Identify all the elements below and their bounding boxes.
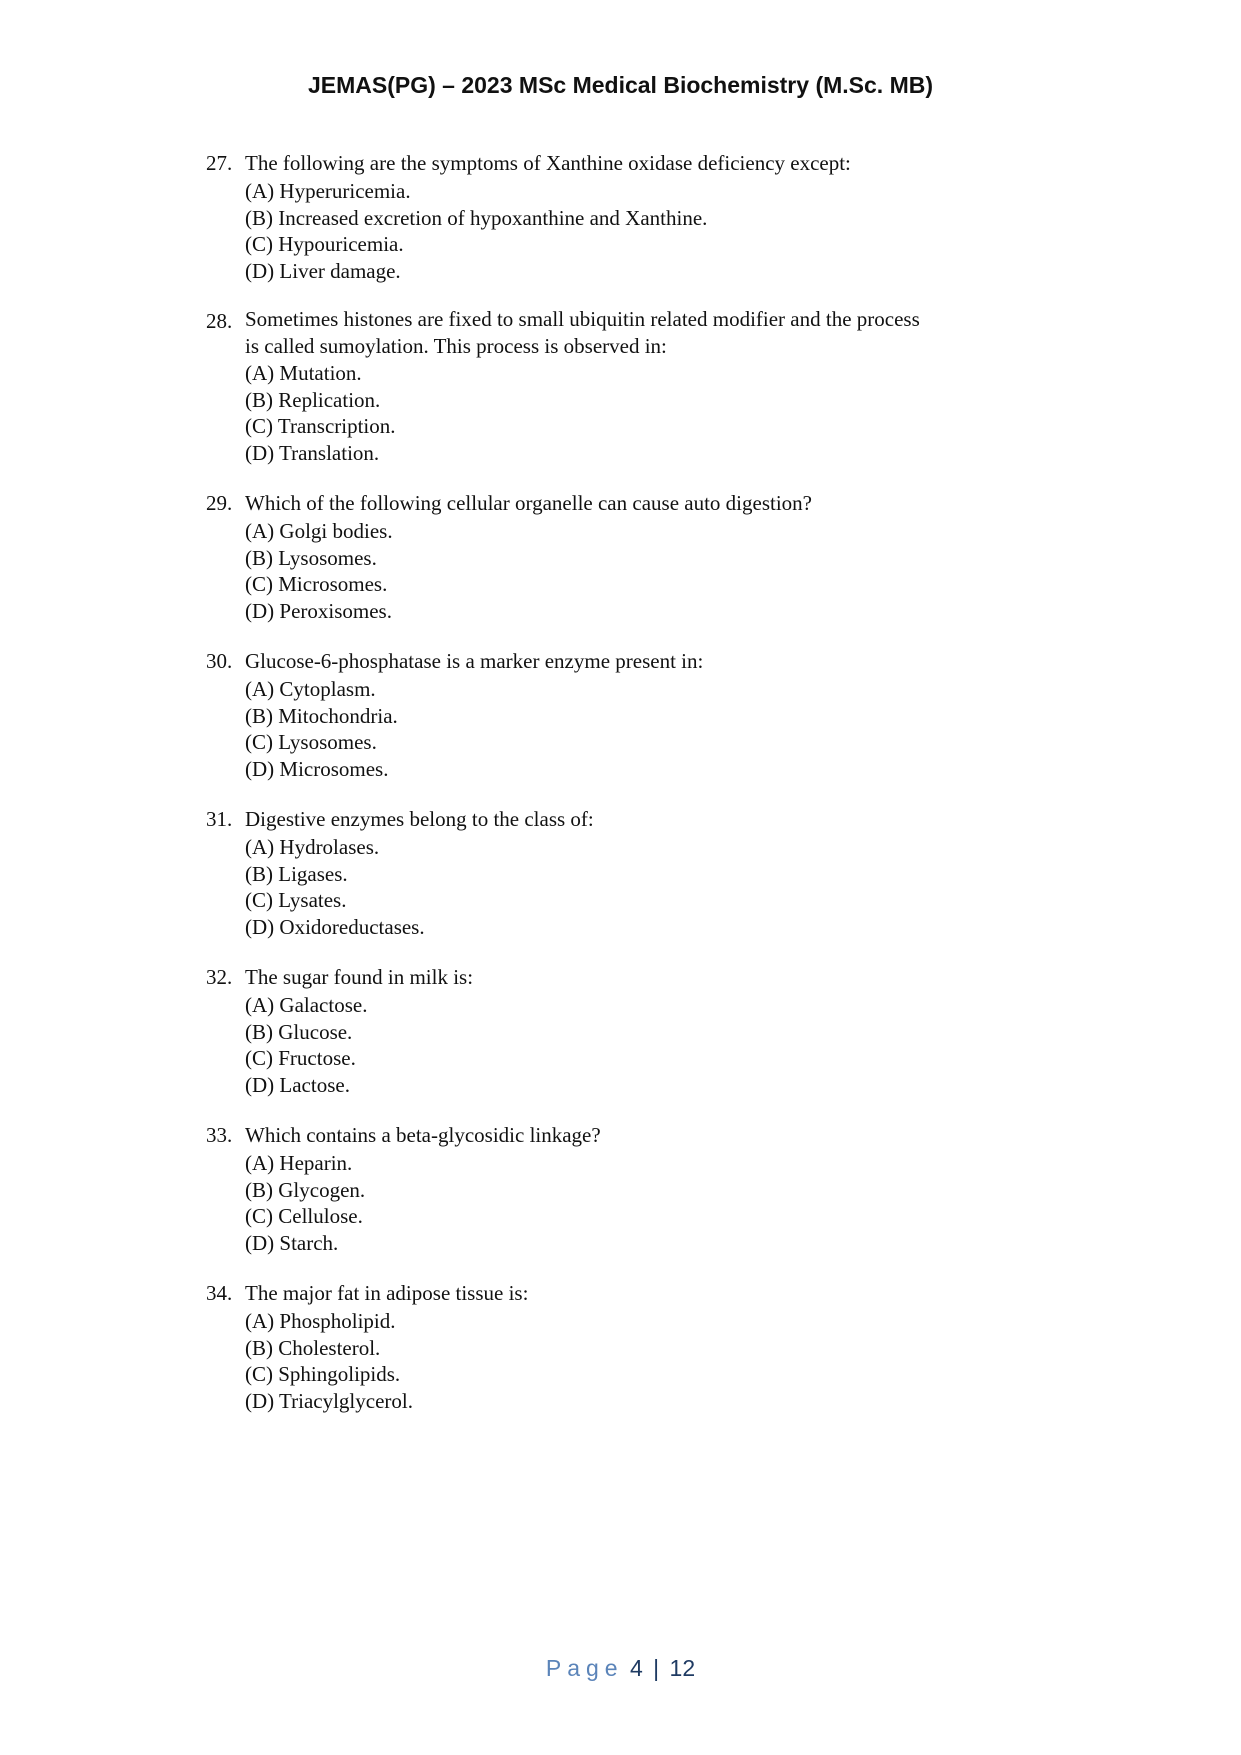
document-title: JEMAS(PG) – 2023 MSc Medical Biochemistry (M.Sc. MB): [307, 72, 933, 98]
page-separator: |: [653, 1655, 660, 1681]
option-b: (B) Cholesterol.: [245, 1335, 381, 1360]
option-c: (C) Transcription.: [245, 414, 396, 438]
option-a: (A) Mutation.: [245, 361, 362, 385]
option-list: [245, 1308, 1106, 1414]
question-34: [206, 1278, 1106, 1414]
option-list: [245, 518, 1106, 624]
option-b: (B) Lysosomes.: [245, 545, 377, 570]
option-a: (A) Hyperuricemia.: [245, 179, 411, 203]
question-number: 29.: [206, 491, 233, 515]
question-28: [206, 306, 1106, 466]
question-text: Sometimes histones are fixed to small ubiquitin related modifier and the process is called sumoylation. This process is observed in:: [245, 307, 920, 358]
option-b: (B) Glucose.: [245, 1019, 353, 1044]
question-number: 32.: [206, 965, 233, 989]
question-number: 27.: [206, 151, 233, 175]
question-text: Digestive enzymes belong to the class of:: [245, 807, 594, 831]
question-number: 34.: [206, 1281, 233, 1305]
option-list: [245, 360, 1106, 466]
option-a: (A) Golgi bodies.: [245, 519, 393, 543]
question-27: [206, 148, 1106, 284]
option-b: (B) Ligases.: [245, 861, 348, 886]
question-text: The major fat in adipose tissue is:: [245, 1281, 529, 1305]
question-list: [206, 148, 1106, 1436]
page-total: 12: [669, 1655, 696, 1681]
option-a: (A) Cytoplasm.: [245, 677, 376, 701]
question-text: Which of the following cellular organelle can cause auto digestion?: [245, 491, 812, 515]
question-33: [206, 1120, 1106, 1256]
question-number: 28.: [206, 309, 233, 333]
option-d: (D) Starch.: [245, 1230, 339, 1255]
option-a: (A) Galactose.: [245, 993, 368, 1017]
option-d: (D) Triacylglycerol.: [245, 1388, 413, 1413]
option-a: (A) Phospholipid.: [245, 1309, 396, 1333]
option-a: (A) Hydrolases.: [245, 835, 380, 859]
option-d: (D) Liver damage.: [245, 258, 401, 283]
question-number: 33.: [206, 1123, 233, 1147]
option-c: (C) Microsomes.: [245, 572, 388, 596]
option-b: (B) Replication.: [245, 387, 381, 412]
question-32: [206, 962, 1106, 1098]
question-31: [206, 804, 1106, 940]
option-list: [245, 178, 1106, 284]
question-number: 30.: [206, 649, 233, 673]
option-c: (C) Lysates.: [245, 888, 347, 912]
option-c: (C) Fructose.: [245, 1046, 356, 1070]
page-header: [0, 72, 1241, 99]
page-current: 4: [629, 1655, 643, 1681]
question-text: Glucose-6-phosphatase is a marker enzyme present in:: [245, 649, 704, 673]
option-a: (A) Heparin.: [245, 1151, 353, 1175]
option-d: (D) Oxidoreductases.: [245, 914, 425, 939]
question-text: The following are the symptoms of Xanthine oxidase deficiency except:: [245, 151, 851, 175]
question-number: 31.: [206, 807, 233, 831]
option-list: [245, 1150, 1106, 1256]
page-label: Page: [545, 1655, 624, 1681]
option-list: [245, 992, 1106, 1098]
option-b: (B) Mitochondria.: [245, 703, 398, 728]
option-d: (D) Lactose.: [245, 1072, 350, 1097]
option-c: (C) Cellulose.: [245, 1204, 363, 1228]
page-footer: [0, 1655, 1241, 1682]
option-d: (D) Microsomes.: [245, 756, 389, 781]
option-b: (B) Glycogen.: [245, 1177, 366, 1202]
option-b: (B) Increased excretion of hypoxanthine and Xanthine.: [245, 205, 708, 230]
option-list: [245, 676, 1106, 782]
option-c: (C) Lysosomes.: [245, 730, 377, 754]
option-c: (C) Hypouricemia.: [245, 232, 404, 256]
option-d: (D) Peroxisomes.: [245, 598, 392, 623]
option-c: (C) Sphingolipids.: [245, 1362, 401, 1386]
option-list: [245, 834, 1106, 940]
question-29: [206, 488, 1106, 624]
question-text: Which contains a beta-glycosidic linkage?: [245, 1123, 601, 1147]
option-d: (D) Translation.: [245, 440, 380, 465]
question-30: [206, 646, 1106, 782]
question-text: The sugar found in milk is:: [245, 965, 474, 989]
